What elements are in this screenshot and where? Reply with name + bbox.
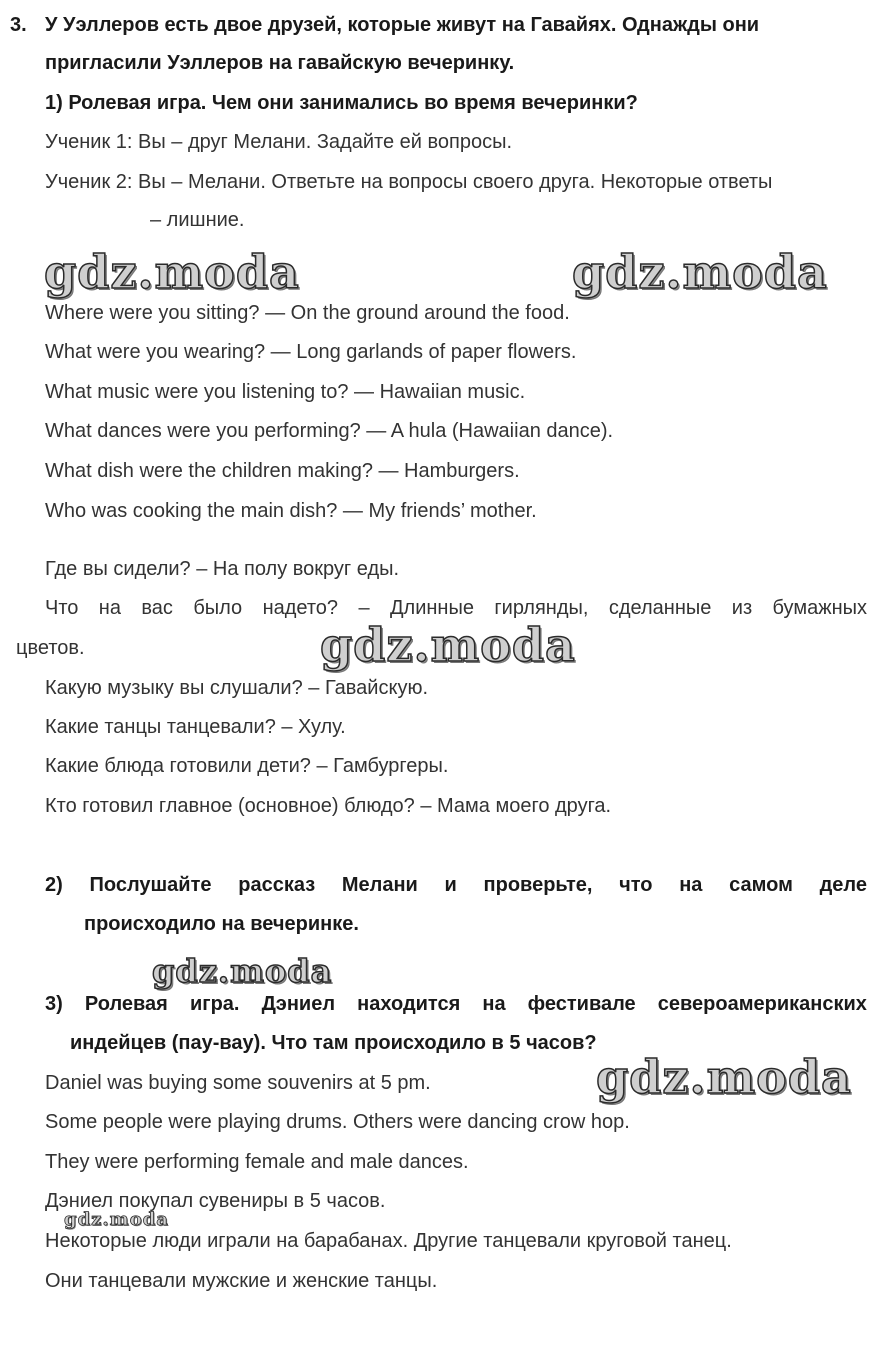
word: на [482,993,506,1015]
word: фестивале [527,993,636,1015]
task-number: 3. [10,14,27,36]
task-heading-line-1: У Уэллеров есть двое друзей, которые живут на Гавайях. Однажды они [45,14,760,36]
answer-line: Некоторые люди играли на барабанах. Другие танцевали круговой танец. [45,1230,732,1252]
answer-line: Дэниел покупал сувениры в 5 часов. [45,1190,386,1212]
translation-line: Какие танцы танцевали? – Хулу. [45,716,346,738]
word: Мелани [341,874,418,896]
word: надето? [262,597,339,619]
word: рассказ [238,874,316,896]
part2-line-2: происходило на вечеринке. [84,913,359,935]
word: игра. [189,993,240,1015]
word: 3) [45,993,63,1015]
part2-line-1 [45,874,867,897]
answer-line: Они танцевали мужские и женские танцы. [45,1270,438,1292]
word: сделанные [608,597,712,619]
translation-line-justified [45,597,867,620]
translation-line: Какую музыку вы слушали? – Гавайскую. [45,677,429,699]
watermark-logo: gdz.moda [64,1209,169,1230]
dialogue-line: Where were you sitting? — On the ground around the food. [45,302,570,324]
word: 2) [45,874,63,896]
part1-student2-line-1: Ученик 2: Вы – Мелани. Ответьте на вопросы своего друга. Некоторые ответы [45,171,773,193]
watermark-logo: gdz.moda [152,952,333,990]
answer-line: They were performing female and male dances. [45,1151,469,1173]
task-heading-line-2: пригласили Уэллеров на гавайскую вечеринку. [45,52,515,74]
part1-student2-line-2: – лишние. [150,209,245,231]
word: североамериканских [657,993,867,1015]
word: деле [819,874,867,896]
dialogue-line: What dances were you performing? — A hula (Hawaiian dance). [45,420,614,442]
word: находится [357,993,461,1015]
word: на [679,874,703,896]
word: – [358,597,370,619]
part3-line-2: индейцев (пау-вау). Что там происходило в 5 часов? [70,1032,597,1054]
dialogue-line: What dish were the children making? — Hamburgers. [45,460,520,482]
translation-line: Какие блюда готовили дети? – Гамбургеры. [45,755,449,777]
watermark-logo: gdz.moda [320,618,576,672]
word: было [193,597,243,619]
dialogue-line: What music were you listening to? — Hawaiian music. [45,381,526,403]
dialogue-line: What were you wearing? — Long garlands of paper flowers. [45,341,577,363]
part1-student1: Ученик 1: Вы – друг Мелани. Задайте ей вопросы. [45,131,513,153]
answer-line: Daniel was buying some souvenirs at 5 pm. [45,1072,431,1094]
word: Длинные [390,597,474,619]
word: на [98,597,121,619]
word: бумажных [772,597,867,619]
word: вас [141,597,173,619]
translation-line [45,597,867,620]
word: гирлянды, [494,597,589,619]
translation-line: Кто готовил главное (основное) блюдо? – Мама моего друга. [45,795,612,817]
word: и [444,874,457,896]
word: Послушайте [89,874,212,896]
dialogue-line: Who was cooking the main dish? — My friends’ mother. [45,500,537,522]
word: Дэниел [261,993,336,1015]
word: Ролевая [84,993,168,1015]
word: что [619,874,653,896]
watermark-logo: gdz.moda [572,245,828,299]
word: самом [729,874,793,896]
part1-title: 1) Ролевая игра. Чем они занимались во время вечеринки? [45,92,638,114]
watermark-logo: gdz.moda [44,245,300,299]
part2-line-1-justified [45,874,867,897]
answer-line: Some people were playing drums. Others were dancing crow hop. [45,1111,630,1133]
translation-line: цветов. [16,637,85,659]
part3-line-1 [45,993,867,1016]
word: проверьте, [483,874,593,896]
translation-line: Где вы сидели? – На полу вокруг еды. [45,558,400,580]
watermark-logo: gdz.moda [596,1050,852,1104]
part3-line-1-justified [45,993,867,1016]
word: из [731,597,753,619]
word: Что [45,597,79,619]
